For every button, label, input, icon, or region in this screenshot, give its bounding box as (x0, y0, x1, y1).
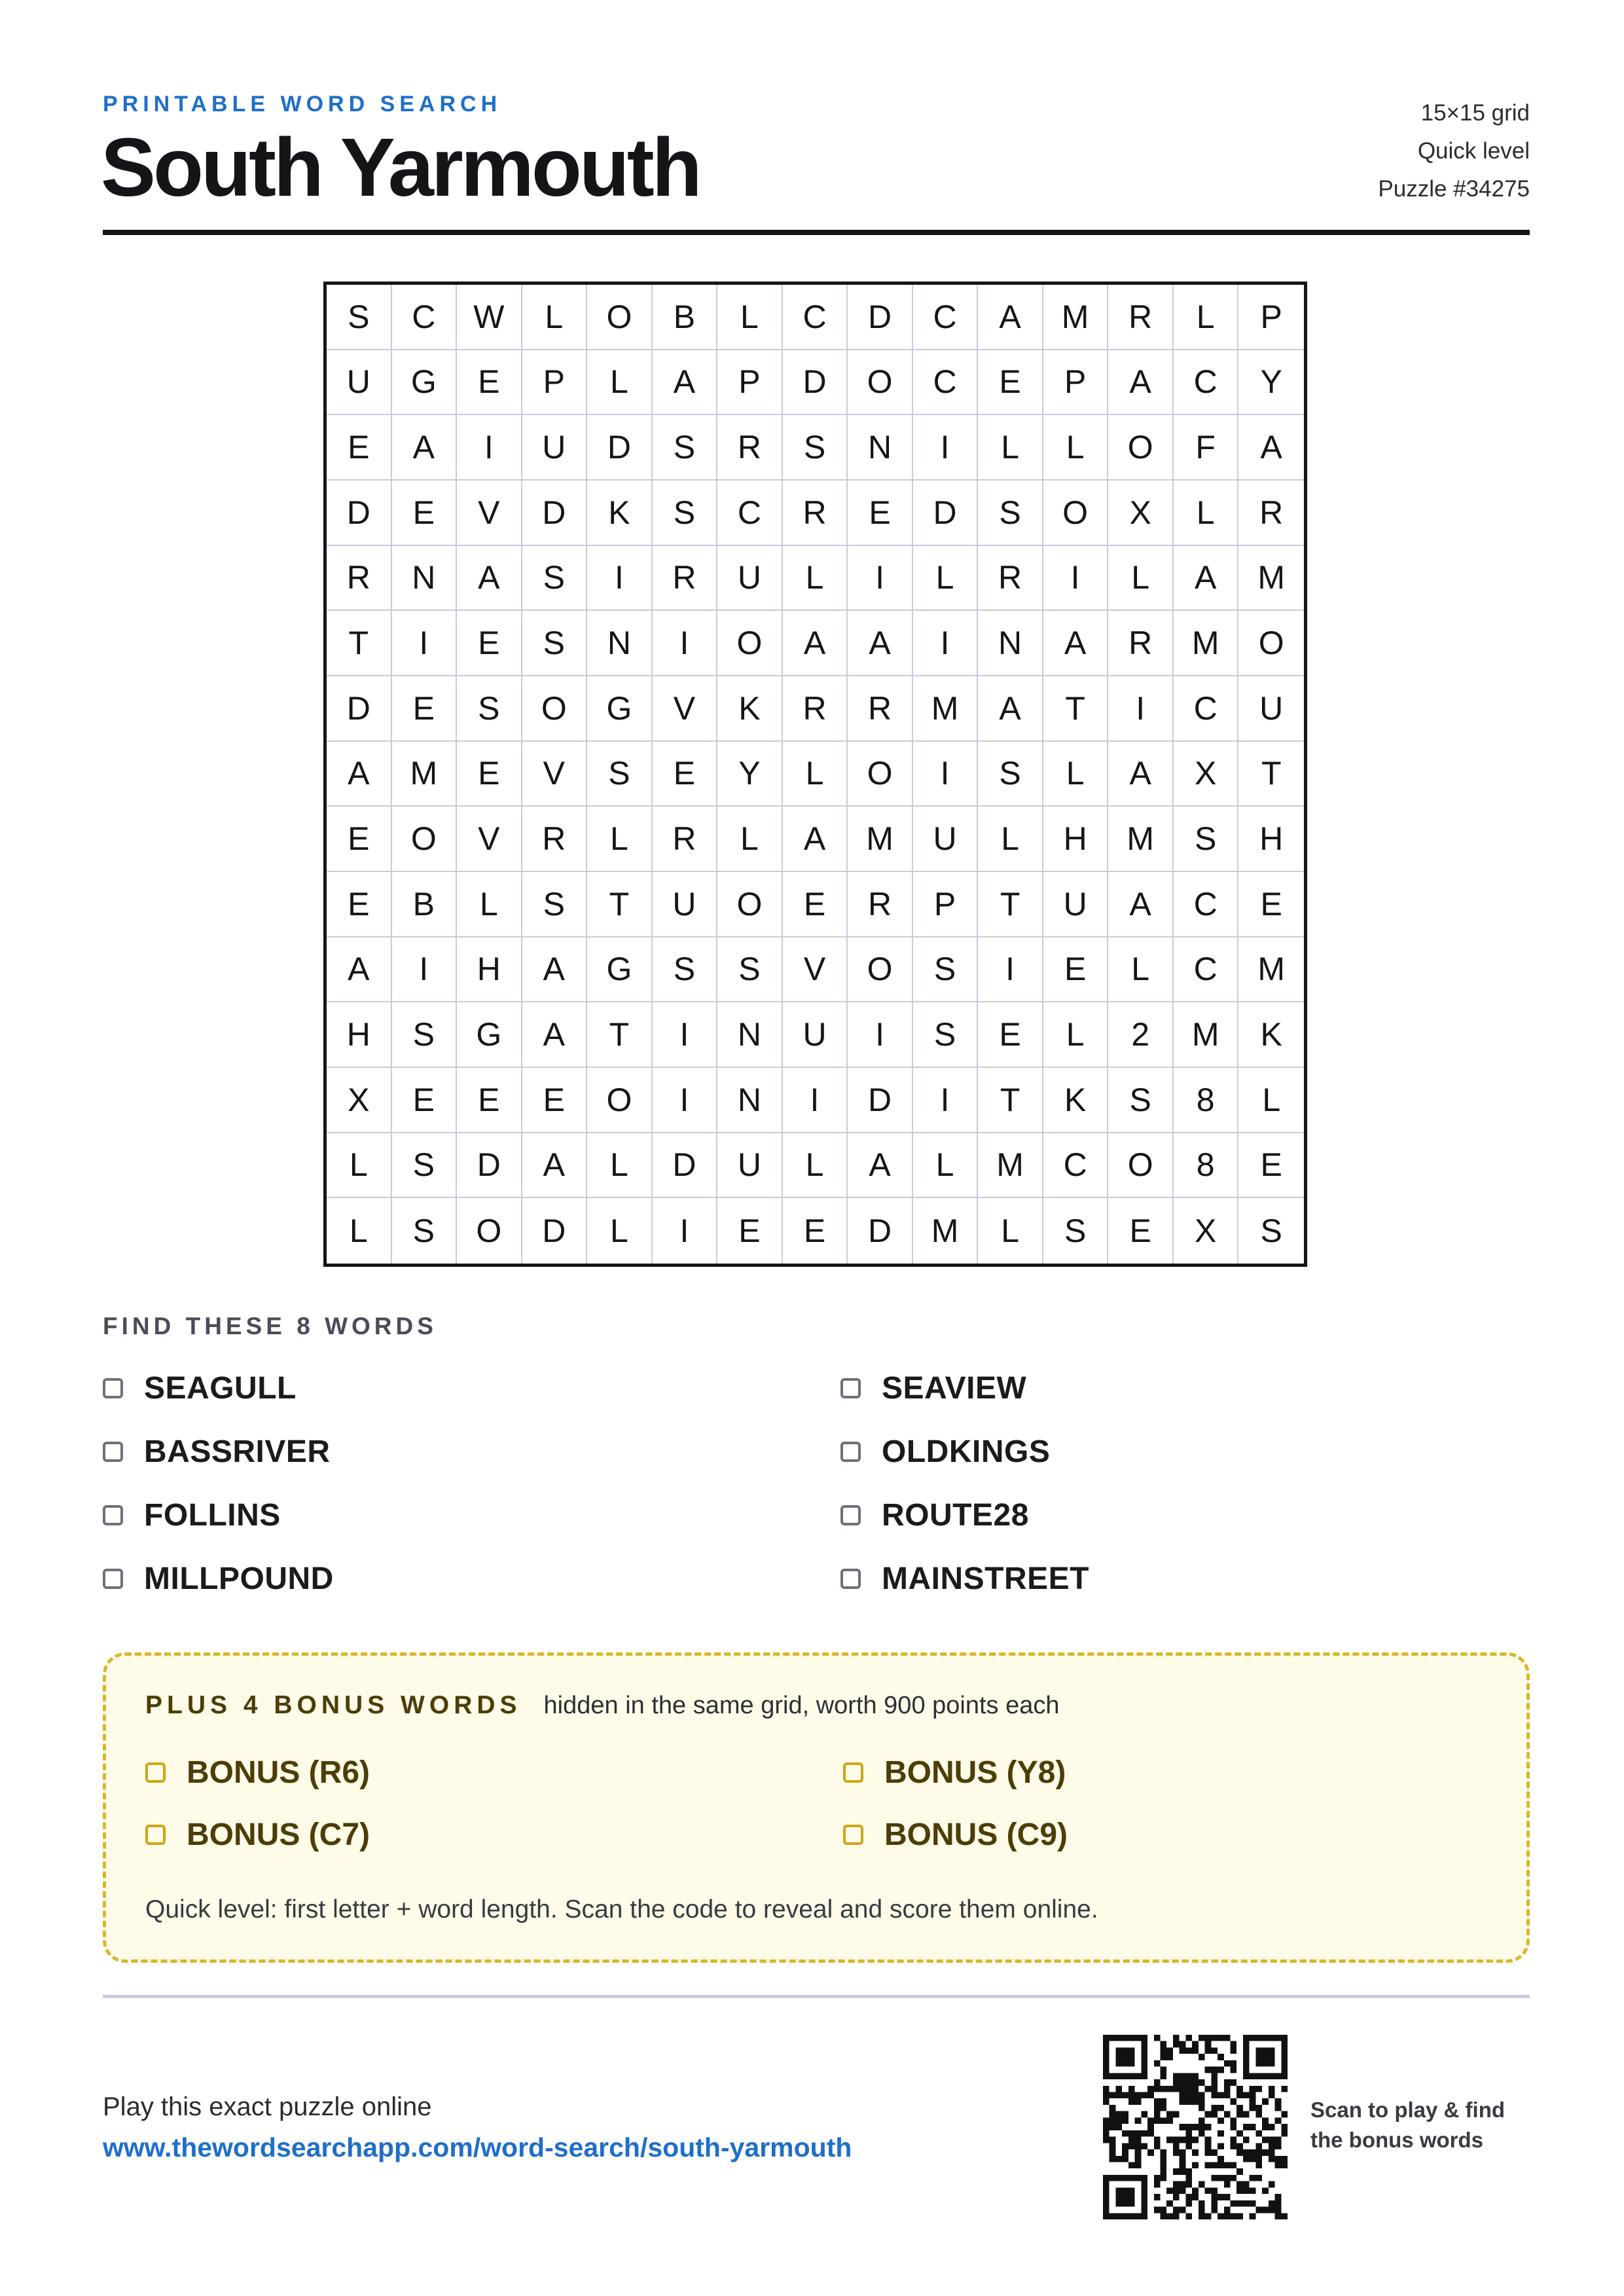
grid-cell[interactable]: I (653, 1002, 718, 1068)
grid-cell[interactable]: N (587, 611, 653, 676)
grid-cell[interactable]: U (913, 807, 979, 872)
word-item[interactable] (103, 1559, 334, 1598)
grid-cell[interactable]: U (717, 546, 783, 611)
grid-cell[interactable]: M (1043, 285, 1109, 350)
puzzle-meta (1378, 94, 1530, 208)
grid-cell[interactable]: L (587, 350, 653, 416)
bonus-text: BONUS (R6) (187, 1755, 370, 1790)
grid-cell[interactable]: A (1108, 350, 1174, 416)
word-list (103, 1368, 1497, 1630)
grid-cell[interactable]: H (1238, 807, 1304, 872)
grid-cell[interactable]: D (848, 285, 913, 350)
grid-cell[interactable]: C (913, 285, 979, 350)
word-item[interactable] (103, 1495, 281, 1535)
grid-cell[interactable]: L (978, 1198, 1043, 1264)
grid-cell[interactable]: N (392, 546, 458, 611)
grid-cell[interactable]: I (653, 1068, 718, 1133)
grid-cell[interactable]: V (783, 938, 848, 1003)
grid-cell[interactable]: U (653, 872, 718, 938)
grid-cell[interactable]: T (327, 611, 392, 676)
grid-cell[interactable]: O (392, 807, 458, 872)
grid-cell[interactable]: R (327, 546, 392, 611)
grid-cell[interactable]: E (457, 1068, 522, 1133)
grid-cell[interactable]: L (783, 546, 848, 611)
grid-cell[interactable]: O (848, 938, 913, 1003)
bonus-text: BONUS (C9) (884, 1817, 1068, 1852)
word-item[interactable] (840, 1368, 1026, 1408)
grid-cell[interactable]: R (848, 872, 913, 938)
grid-cell[interactable]: I (913, 611, 979, 676)
bonus-note: Quick level: first letter + word length. Scan the code to reveal and score them online. (145, 1895, 1098, 1923)
grid-cell[interactable]: C (913, 350, 979, 416)
grid-cell[interactable]: I (392, 938, 458, 1003)
grid-cell[interactable]: R (1108, 611, 1174, 676)
word-text: ROUTE28 (882, 1497, 1029, 1533)
bonus-item[interactable] (843, 1815, 1068, 1854)
grid-cell[interactable]: R (848, 676, 913, 742)
grid-cell[interactable]: E (327, 415, 392, 481)
grid-cell[interactable]: O (1043, 481, 1109, 546)
grid-cell[interactable]: L (1043, 742, 1109, 807)
grid-cell[interactable]: D (848, 1068, 913, 1133)
grid-cell[interactable]: N (848, 415, 913, 481)
grid-cell[interactable]: I (587, 546, 653, 611)
grid-cell[interactable]: T (978, 1068, 1043, 1133)
grid-cell[interactable]: N (717, 1002, 783, 1068)
grid-cell[interactable]: D (522, 481, 588, 546)
bonus-checkbox-icon[interactable] (145, 1825, 166, 1845)
grid-cell[interactable]: X (1108, 481, 1174, 546)
grid-cell[interactable]: S (913, 1002, 979, 1068)
grid-cell[interactable]: A (1108, 872, 1174, 938)
play-online-label: Play this exact puzzle online (103, 2092, 432, 2121)
grid-cell[interactable]: E (327, 807, 392, 872)
grid-cell[interactable]: E (457, 742, 522, 807)
grid-cell[interactable]: S (717, 938, 783, 1003)
grid-cell[interactable]: R (783, 481, 848, 546)
bonus-text: BONUS (Y8) (884, 1755, 1066, 1790)
word-text: SEAVIEW (882, 1370, 1027, 1406)
grid-cell[interactable]: A (1108, 742, 1174, 807)
word-item[interactable] (840, 1495, 1029, 1535)
grid-cell[interactable]: M (1238, 938, 1304, 1003)
grid-cell[interactable]: D (913, 481, 979, 546)
grid-cell[interactable]: N (978, 611, 1043, 676)
grid-cell[interactable]: E (1108, 1198, 1174, 1264)
grid-cell[interactable]: S (913, 938, 979, 1003)
bonus-item[interactable] (145, 1815, 370, 1854)
grid-cell[interactable]: W (457, 285, 522, 350)
grid-cell[interactable]: O (587, 1068, 653, 1133)
grid-cell[interactable]: 2 (1108, 1002, 1174, 1068)
word-item[interactable] (103, 1432, 331, 1471)
grid-cell[interactable]: L (457, 872, 522, 938)
grid-cell[interactable]: L (783, 1133, 848, 1199)
grid-cell[interactable]: S (522, 611, 588, 676)
grid-cell[interactable]: M (1174, 1002, 1239, 1068)
grid-cell[interactable]: V (457, 807, 522, 872)
grid-cell[interactable]: E (392, 676, 458, 742)
grid-cell[interactable]: E (1238, 872, 1304, 938)
grid-cell[interactable]: A (327, 742, 392, 807)
grid-cell[interactable]: G (587, 938, 653, 1003)
grid-cell[interactable]: L (327, 1133, 392, 1199)
page-title: South Yarmouth (101, 121, 700, 213)
grid-cell[interactable]: U (1238, 676, 1304, 742)
grid-cell[interactable]: R (1238, 481, 1304, 546)
grid-cell[interactable]: E (783, 872, 848, 938)
grid-cell[interactable]: D (783, 350, 848, 416)
grid-cell[interactable]: I (1108, 676, 1174, 742)
grid-cell[interactable]: A (783, 807, 848, 872)
grid-cell[interactable]: O (848, 350, 913, 416)
grid-cell[interactable]: L (587, 807, 653, 872)
grid-cell[interactable]: T (1043, 676, 1109, 742)
grid-cell[interactable]: A (978, 676, 1043, 742)
bonus-text: BONUS (C7) (187, 1817, 370, 1852)
grid-cell[interactable]: K (717, 676, 783, 742)
grid-cell[interactable]: G (457, 1002, 522, 1068)
grid-cell[interactable]: C (1043, 1133, 1109, 1199)
grid-cell[interactable]: A (653, 350, 718, 416)
grid-cell[interactable]: U (522, 415, 588, 481)
grid-cell[interactable]: M (848, 807, 913, 872)
grid-cell[interactable]: M (392, 742, 458, 807)
grid-cell[interactable]: C (717, 481, 783, 546)
grid-cell[interactable]: M (1174, 611, 1239, 676)
grid-cell[interactable]: M (913, 1198, 979, 1264)
bonus-subtitle: hidden in the same grid, worth 900 points each (543, 1692, 1060, 1719)
bonus-title: PLUS 4 BONUS WORDS (145, 1691, 522, 1719)
grid-cell[interactable]: E (653, 742, 718, 807)
bonus-item[interactable] (843, 1753, 1066, 1792)
grid-cell[interactable]: S (1108, 1068, 1174, 1133)
bonus-checkbox-icon[interactable] (145, 1762, 166, 1783)
grid-cell[interactable]: S (1043, 1198, 1109, 1264)
scan-instructions: Scan to play & find the bonus words (1310, 2098, 1506, 2152)
grid-cell[interactable]: U (1043, 872, 1109, 938)
grid-cell[interactable]: D (327, 481, 392, 546)
grid-cell[interactable]: A (1043, 611, 1109, 676)
grid-cell[interactable]: S (522, 872, 588, 938)
grid-cell[interactable]: A (392, 415, 458, 481)
grid-cell[interactable]: E (717, 1198, 783, 1264)
grid-cell[interactable]: L (913, 1133, 979, 1199)
grid-cell[interactable]: S (1174, 807, 1239, 872)
grid-cell[interactable]: A (978, 285, 1043, 350)
grid-cell[interactable]: L (1043, 415, 1109, 481)
grid-cell[interactable]: H (457, 938, 522, 1003)
word-text: BASSRIVER (144, 1434, 331, 1469)
grid-cell[interactable]: S (457, 676, 522, 742)
grid-cell[interactable]: I (978, 938, 1043, 1003)
grid-cell[interactable]: E (1043, 938, 1109, 1003)
grid-cell[interactable]: C (392, 285, 458, 350)
grid-cell[interactable]: A (522, 1133, 588, 1199)
grid-cell[interactable]: S (522, 546, 588, 611)
grid-cell[interactable]: E (848, 481, 913, 546)
grid-cell[interactable]: R (522, 807, 588, 872)
grid-cell[interactable]: H (327, 1002, 392, 1068)
grid-cell[interactable]: U (327, 350, 392, 416)
checkbox-icon[interactable] (840, 1569, 861, 1589)
grid-cell[interactable]: I (783, 1068, 848, 1133)
grid-cell[interactable]: O (1108, 1133, 1174, 1199)
grid-cell[interactable]: S (653, 415, 718, 481)
grid-cell[interactable]: R (978, 546, 1043, 611)
grid-cell[interactable]: C (1174, 938, 1239, 1003)
grid-cell[interactable]: A (848, 1133, 913, 1199)
grid-cell[interactable]: L (913, 546, 979, 611)
grid-cell[interactable]: O (1238, 611, 1304, 676)
grid-cell[interactable]: O (587, 285, 653, 350)
grid-cell[interactable]: S (978, 742, 1043, 807)
grid-cell[interactable]: C (1174, 872, 1239, 938)
grid-cell[interactable]: C (1174, 350, 1239, 416)
grid-cell[interactable]: E (392, 481, 458, 546)
grid-cell[interactable]: L (587, 1198, 653, 1264)
grid-cell[interactable]: I (457, 415, 522, 481)
find-words-label: FIND THESE 8 WORDS (103, 1313, 437, 1339)
grid-cell[interactable]: A (522, 938, 588, 1003)
grid-cell[interactable]: L (1174, 285, 1239, 350)
grid-cell[interactable]: O (717, 611, 783, 676)
grid-cell[interactable]: O (717, 872, 783, 938)
grid-cell[interactable]: O (457, 1198, 522, 1264)
word-item[interactable] (840, 1559, 1089, 1598)
grid-cell[interactable]: L (327, 1198, 392, 1264)
letter-grid[interactable] (323, 282, 1307, 1267)
grid-cell[interactable]: L (1108, 546, 1174, 611)
grid-cell[interactable]: S (392, 1198, 458, 1264)
grid-cell[interactable]: D (653, 1133, 718, 1199)
word-item[interactable] (840, 1432, 1050, 1471)
grid-cell[interactable]: A (522, 1002, 588, 1068)
grid-cell[interactable]: E (1238, 1133, 1304, 1199)
grid-cell[interactable]: B (653, 285, 718, 350)
word-text: MAINSTREET (882, 1561, 1089, 1596)
grid-cell[interactable]: E (978, 1002, 1043, 1068)
grid-cell[interactable]: G (587, 676, 653, 742)
grid-cell[interactable]: X (1174, 742, 1239, 807)
grid-cell[interactable]: V (522, 742, 588, 807)
grid-cell[interactable]: K (1043, 1068, 1109, 1133)
bonus-checkbox-icon[interactable] (843, 1825, 863, 1845)
grid-cell[interactable]: O (848, 742, 913, 807)
grid-cell[interactable]: L (717, 285, 783, 350)
grid-cell[interactable]: I (913, 1068, 979, 1133)
grid-cell[interactable]: I (913, 742, 979, 807)
grid-cell[interactable]: X (327, 1068, 392, 1133)
grid-cell[interactable]: A (1174, 546, 1239, 611)
grid-cell[interactable]: O (1108, 415, 1174, 481)
bonus-checkbox-icon[interactable] (843, 1762, 863, 1783)
grid-cell[interactable]: C (1174, 676, 1239, 742)
grid-cell[interactable]: E (457, 350, 522, 416)
grid-cell[interactable]: L (978, 415, 1043, 481)
grid-cell[interactable]: L (1174, 481, 1239, 546)
grid-cell[interactable]: A (783, 611, 848, 676)
grid-cell[interactable]: B (392, 872, 458, 938)
grid-cell[interactable]: D (457, 1133, 522, 1199)
grid-cell[interactable]: 8 (1174, 1068, 1239, 1133)
grid-cell[interactable]: K (587, 481, 653, 546)
grid-cell[interactable]: E (522, 1068, 588, 1133)
grid-cell[interactable]: I (913, 415, 979, 481)
level-label: Quick level (1417, 138, 1530, 164)
grid-cell[interactable]: S (653, 481, 718, 546)
grid-cell[interactable]: S (587, 742, 653, 807)
grid-cell[interactable]: T (1238, 742, 1304, 807)
grid-cell[interactable]: I (392, 611, 458, 676)
checkbox-icon[interactable] (103, 1505, 123, 1525)
grid-cell[interactable]: D (587, 415, 653, 481)
grid-cell[interactable]: I (848, 546, 913, 611)
grid-cell[interactable]: A (327, 938, 392, 1003)
bonus-item[interactable] (145, 1753, 370, 1792)
word-item[interactable] (103, 1368, 297, 1408)
puzzle-url-link[interactable]: www.thewordsearchapp.com/word-search/south-yarmouth (103, 2132, 852, 2162)
grid-cell[interactable]: L (783, 742, 848, 807)
grid-cell[interactable]: S (978, 481, 1043, 546)
checkbox-icon[interactable] (103, 1442, 123, 1462)
word-text: SEAGULL (144, 1370, 297, 1406)
grid-cell[interactable]: M (1108, 807, 1174, 872)
grid-cell[interactable]: P (522, 350, 588, 416)
grid-cell[interactable]: P (717, 350, 783, 416)
grid-cell[interactable]: M (913, 676, 979, 742)
grid-cell[interactable]: H (1043, 807, 1109, 872)
grid-cell[interactable]: O (522, 676, 588, 742)
checkbox-icon[interactable] (840, 1505, 861, 1525)
grid-cell[interactable]: P (913, 872, 979, 938)
grid-cell[interactable]: E (978, 350, 1043, 416)
grid-cell[interactable]: 8 (1174, 1133, 1239, 1199)
grid-cell[interactable]: S (327, 285, 392, 350)
grid-cell[interactable]: I (653, 1198, 718, 1264)
grid-cell[interactable]: T (587, 1002, 653, 1068)
grid-cell[interactable]: N (717, 1068, 783, 1133)
grid-cell[interactable]: A (457, 546, 522, 611)
grid-cell[interactable]: D (327, 676, 392, 742)
grid-cell[interactable]: F (1174, 415, 1239, 481)
grid-cell[interactable]: S (392, 1133, 458, 1199)
grid-cell[interactable]: U (783, 1002, 848, 1068)
grid-cell[interactable]: E (327, 872, 392, 938)
grid-cell[interactable]: M (978, 1133, 1043, 1199)
puzzle-number-label: Puzzle #34275 (1378, 176, 1530, 202)
grid-cell[interactable]: C (783, 285, 848, 350)
grid-cell[interactable]: I (653, 611, 718, 676)
grid-cell[interactable]: I (848, 1002, 913, 1068)
grid-cell[interactable]: S (1260, 1212, 1282, 1250)
word-text: MILLPOUND (144, 1561, 334, 1596)
grid-cell[interactable]: G (392, 350, 458, 416)
grid-cell[interactable]: V (457, 481, 522, 546)
grid-cell[interactable]: V (653, 676, 718, 742)
grid-cell[interactable]: L (1238, 1068, 1304, 1133)
checkbox-icon[interactable] (103, 1569, 123, 1589)
checkbox-icon[interactable] (840, 1442, 861, 1462)
grid-cell[interactable]: L (717, 807, 783, 872)
puzzle-kicker: PRINTABLE WORD SEARCH (103, 92, 502, 117)
checkbox-icon[interactable] (840, 1378, 861, 1398)
grid-cell[interactable]: M (1238, 546, 1304, 611)
bonus-header (145, 1691, 1060, 1720)
grid-cell[interactable]: L (1108, 938, 1174, 1003)
grid-cell[interactable]: S (653, 938, 718, 1003)
footer-divider (103, 1995, 1530, 1998)
grid-cell[interactable]: Y (717, 742, 783, 807)
grid-cell[interactable]: R (717, 415, 783, 481)
grid-cell[interactable]: K (1238, 1002, 1304, 1068)
grid-cell[interactable]: T (978, 872, 1043, 938)
grid-cell[interactable]: P (1043, 350, 1109, 416)
grid-cell[interactable]: E (783, 1198, 848, 1264)
grid-cell[interactable]: E (392, 1068, 458, 1133)
bonus-panel (103, 1652, 1530, 1963)
grid-cell[interactable]: R (653, 546, 718, 611)
qr-code[interactable] (1103, 2035, 1288, 2219)
grid-cell[interactable]: R (783, 676, 848, 742)
grid-cell[interactable]: A (848, 611, 913, 676)
word-text: FOLLINS (144, 1497, 281, 1533)
grid-cell[interactable]: L (978, 807, 1043, 872)
grid-cell[interactable]: L (1043, 1002, 1109, 1068)
grid-cell[interactable]: S (392, 1002, 458, 1068)
grid-cell[interactable]: R (653, 807, 718, 872)
header-divider (103, 230, 1530, 235)
grid-cell[interactable]: U (717, 1133, 783, 1199)
checkbox-icon[interactable] (103, 1378, 123, 1398)
grid-cell[interactable]: L (522, 285, 588, 350)
grid-cell[interactable]: X (1174, 1198, 1239, 1264)
grid-cell[interactable]: Y (1238, 350, 1304, 416)
grid-cell[interactable]: E (457, 611, 522, 676)
grid-cell[interactable]: T (587, 872, 653, 938)
grid-cell[interactable]: D (522, 1198, 588, 1264)
grid-cell[interactable]: A (1238, 415, 1304, 481)
grid-cell[interactable]: P (1238, 285, 1304, 350)
grid-cell[interactable]: R (1108, 285, 1174, 350)
grid-cell[interactable]: S (783, 415, 848, 481)
grid-cell[interactable]: D (848, 1198, 913, 1264)
grid-cell[interactable]: I (1043, 546, 1109, 611)
grid-size-label: 15×15 grid (1420, 100, 1530, 126)
word-text: OLDKINGS (882, 1434, 1051, 1469)
grid-cell[interactable]: L (587, 1133, 653, 1199)
